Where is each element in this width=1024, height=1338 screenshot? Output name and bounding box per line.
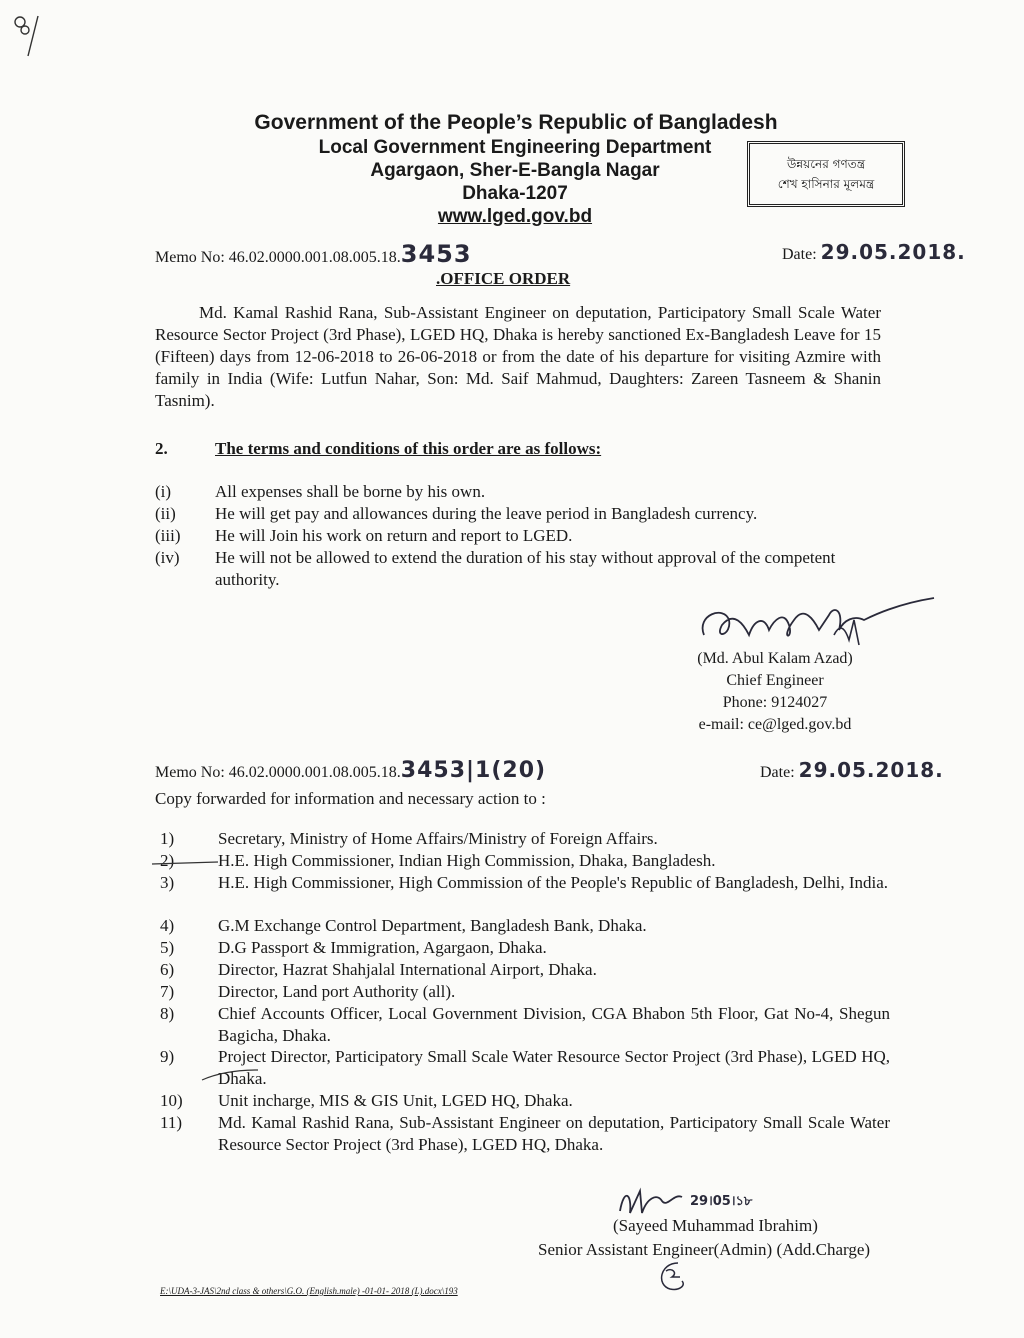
slogan-line-1: উন্নয়নের গণতন্ত্র	[786, 157, 866, 171]
header-city: Dhaka-1207	[462, 183, 568, 204]
recipient-text: Secretary, Ministry of Home Affairs/Ministry of Foreign Affairs.	[218, 829, 658, 848]
recipient-text: Md. Kamal Rashid Rana, Sub-Assistant Engineer on deputation, Participatory Small Scale Water Resource Sector Project (3rd Phase), LGED HQ, Dhaka.	[218, 1113, 890, 1154]
recipient-number: 7)	[160, 982, 175, 1001]
recipient-text: Unit incharge, MIS & GIS Unit, LGED HQ, Dhaka.	[218, 1091, 573, 1110]
term-item-number: (iii)	[155, 526, 181, 545]
recipient-item	[160, 1003, 890, 1047]
term-item-text: He will Join his work on return and report to LGED.	[215, 526, 573, 545]
recipient-number: 5)	[160, 938, 175, 957]
term-item-text: He will not be allowed to extend the duration of his stay without approval of the competent authority.	[215, 548, 836, 589]
memo-label: Memo No: 46.02.0000.001.08.005.18.	[155, 764, 401, 781]
memo-number-handwritten: 3453	[400, 240, 472, 268]
recipient-item	[160, 915, 890, 937]
recipient-text: Director, Hazrat Shahjalal International Airport, Dhaka.	[218, 960, 597, 979]
recipient-item	[160, 937, 890, 959]
header-address: Agargaon, Sher-E-Bangla Nagar	[370, 160, 660, 181]
recipient-number: 6)	[160, 960, 175, 979]
memo-label: Memo No: 46.02.0000.001.08.005.18.	[155, 249, 401, 266]
date-label: Date:	[760, 764, 799, 781]
recipient-number: 1)	[160, 829, 175, 848]
signer-designation: Chief Engineer	[726, 672, 824, 689]
handwritten-strike-mark	[200, 1068, 260, 1082]
recipient-item	[160, 1112, 890, 1156]
copy-forwarded-intro: Copy forwarded for information and necessary action to :	[155, 789, 546, 808]
memo-date-handwritten: 29.05.2018.	[798, 758, 944, 782]
order-body-paragraph: Md. Kamal Rashid Rana, Sub-Assistant Engineer on deputation, Participatory Small Scale Water Resource Sector Project (3rd Phase), LGED HQ, Dhaka is hereby sanctioned Ex-Bangladesh Leave for 15 (Fifteen) days from 12-06-2018 to 26-06-2018 or from the date of his departure for visiting Azmire with family in India (Wife: Lutfun Nahar, Son: Md. Saif Mahmud, Daughters: Zareen Tasneem & Shanin Tasnim).	[155, 303, 881, 410]
header-website-link[interactable]: www.lged.gov.bd	[437, 206, 593, 227]
term-item-number: (ii)	[155, 504, 176, 523]
recipient-item	[160, 981, 890, 1003]
recipient-number: 2)	[160, 851, 175, 870]
recipient-number: 11)	[160, 1113, 183, 1132]
recipient-number: 10)	[160, 1091, 183, 1110]
header-department: Local Government Engineering Department	[318, 137, 712, 158]
office-order-title: .OFFICE ORDER	[436, 269, 571, 288]
recipient-number: 8)	[160, 1004, 175, 1023]
term-item	[155, 525, 895, 547]
chief-engineer-block	[660, 648, 890, 736]
memo-date-line	[782, 240, 966, 264]
memo-number-handwritten: 3453|1(20)	[400, 758, 547, 783]
terms-heading: The terms and conditions of this order are as follows:	[215, 439, 602, 458]
signature-date-handwritten: 29।05।১৮	[690, 1194, 753, 1209]
recipient-item	[160, 1090, 890, 1112]
memo-number-line	[155, 240, 472, 268]
recipient-number: 9)	[160, 1047, 175, 1066]
copy-memo-number-line	[155, 758, 546, 783]
signer-designation: Senior Assistant Engineer(Admin) (Add.Charge)	[538, 1240, 871, 1259]
recipient-item	[160, 1046, 890, 1090]
memo-date-handwritten: 29.05.2018.	[820, 240, 966, 264]
term-item-text: All expenses shall be borne by his own.	[215, 482, 486, 501]
term-item-text: He will get pay and allowances during the leave period in Bangladesh currency.	[215, 504, 758, 523]
recipient-text: D.G Passport & Immigration, Agargaon, Dhaka.	[218, 938, 547, 957]
corner-handwritten-mark	[8, 10, 46, 60]
recipient-item	[160, 850, 890, 872]
recipient-item	[160, 959, 890, 981]
slogan-box	[747, 141, 905, 207]
handwritten-strike-mark	[150, 858, 220, 868]
signer-name: (Md. Abul Kalam Azad)	[697, 650, 853, 667]
term-item-number: (i)	[155, 482, 172, 501]
signer-name: (Sayeed Muhammad Ibrahim)	[613, 1216, 818, 1235]
signer-phone: Phone: 9124027	[722, 694, 828, 711]
term-item-number: (iv)	[155, 548, 180, 567]
recipient-number: 3)	[160, 873, 175, 892]
term-item	[155, 481, 895, 503]
header-title: Government of the People’s Republic of Bangladesh	[254, 111, 778, 134]
copy-memo-date-line	[760, 758, 944, 782]
recipient-text: H.E. High Commissioner, High Commission of the People's Republic of Bangladesh, Delhi, India.	[218, 873, 889, 892]
recipient-text: Project Director, Participatory Small Scale Water Resource Sector Project (3rd Phase), LGED HQ, Dhaka.	[218, 1047, 890, 1088]
recipient-text: Director, Land port Authority (all).	[218, 982, 456, 1001]
slogan-line-2: শেখ হাসিনার মূলমন্ত্র	[777, 177, 875, 191]
recipient-item	[160, 872, 890, 894]
footer-file-path: E:\UDA-3-JAS\2nd class & others\G.O. (English.male) -01-01- 2018 (L).docx\193	[160, 1286, 458, 1296]
recipient-text: H.E. High Commissioner, Indian High Commission, Dhaka, Bangladesh.	[218, 851, 716, 870]
term-item	[155, 503, 895, 525]
terms-number: 2.	[155, 439, 168, 458]
recipient-number: 4)	[160, 916, 175, 935]
recipient-text: Chief Accounts Officer, Local Government Division, CGA Bhabon 5th Floor, Gat No-4, Shegun Bagicha, Dhaka.	[218, 1004, 890, 1045]
signer-email: e-mail: ce@lged.gov.bd	[698, 716, 852, 733]
initials-signature	[650, 1255, 690, 1295]
recipient-text: G.M Exchange Control Department, Bangladesh Bank, Dhaka.	[218, 916, 647, 935]
date-label: Date:	[782, 246, 821, 263]
recipient-item	[160, 828, 890, 850]
term-item	[155, 547, 895, 591]
